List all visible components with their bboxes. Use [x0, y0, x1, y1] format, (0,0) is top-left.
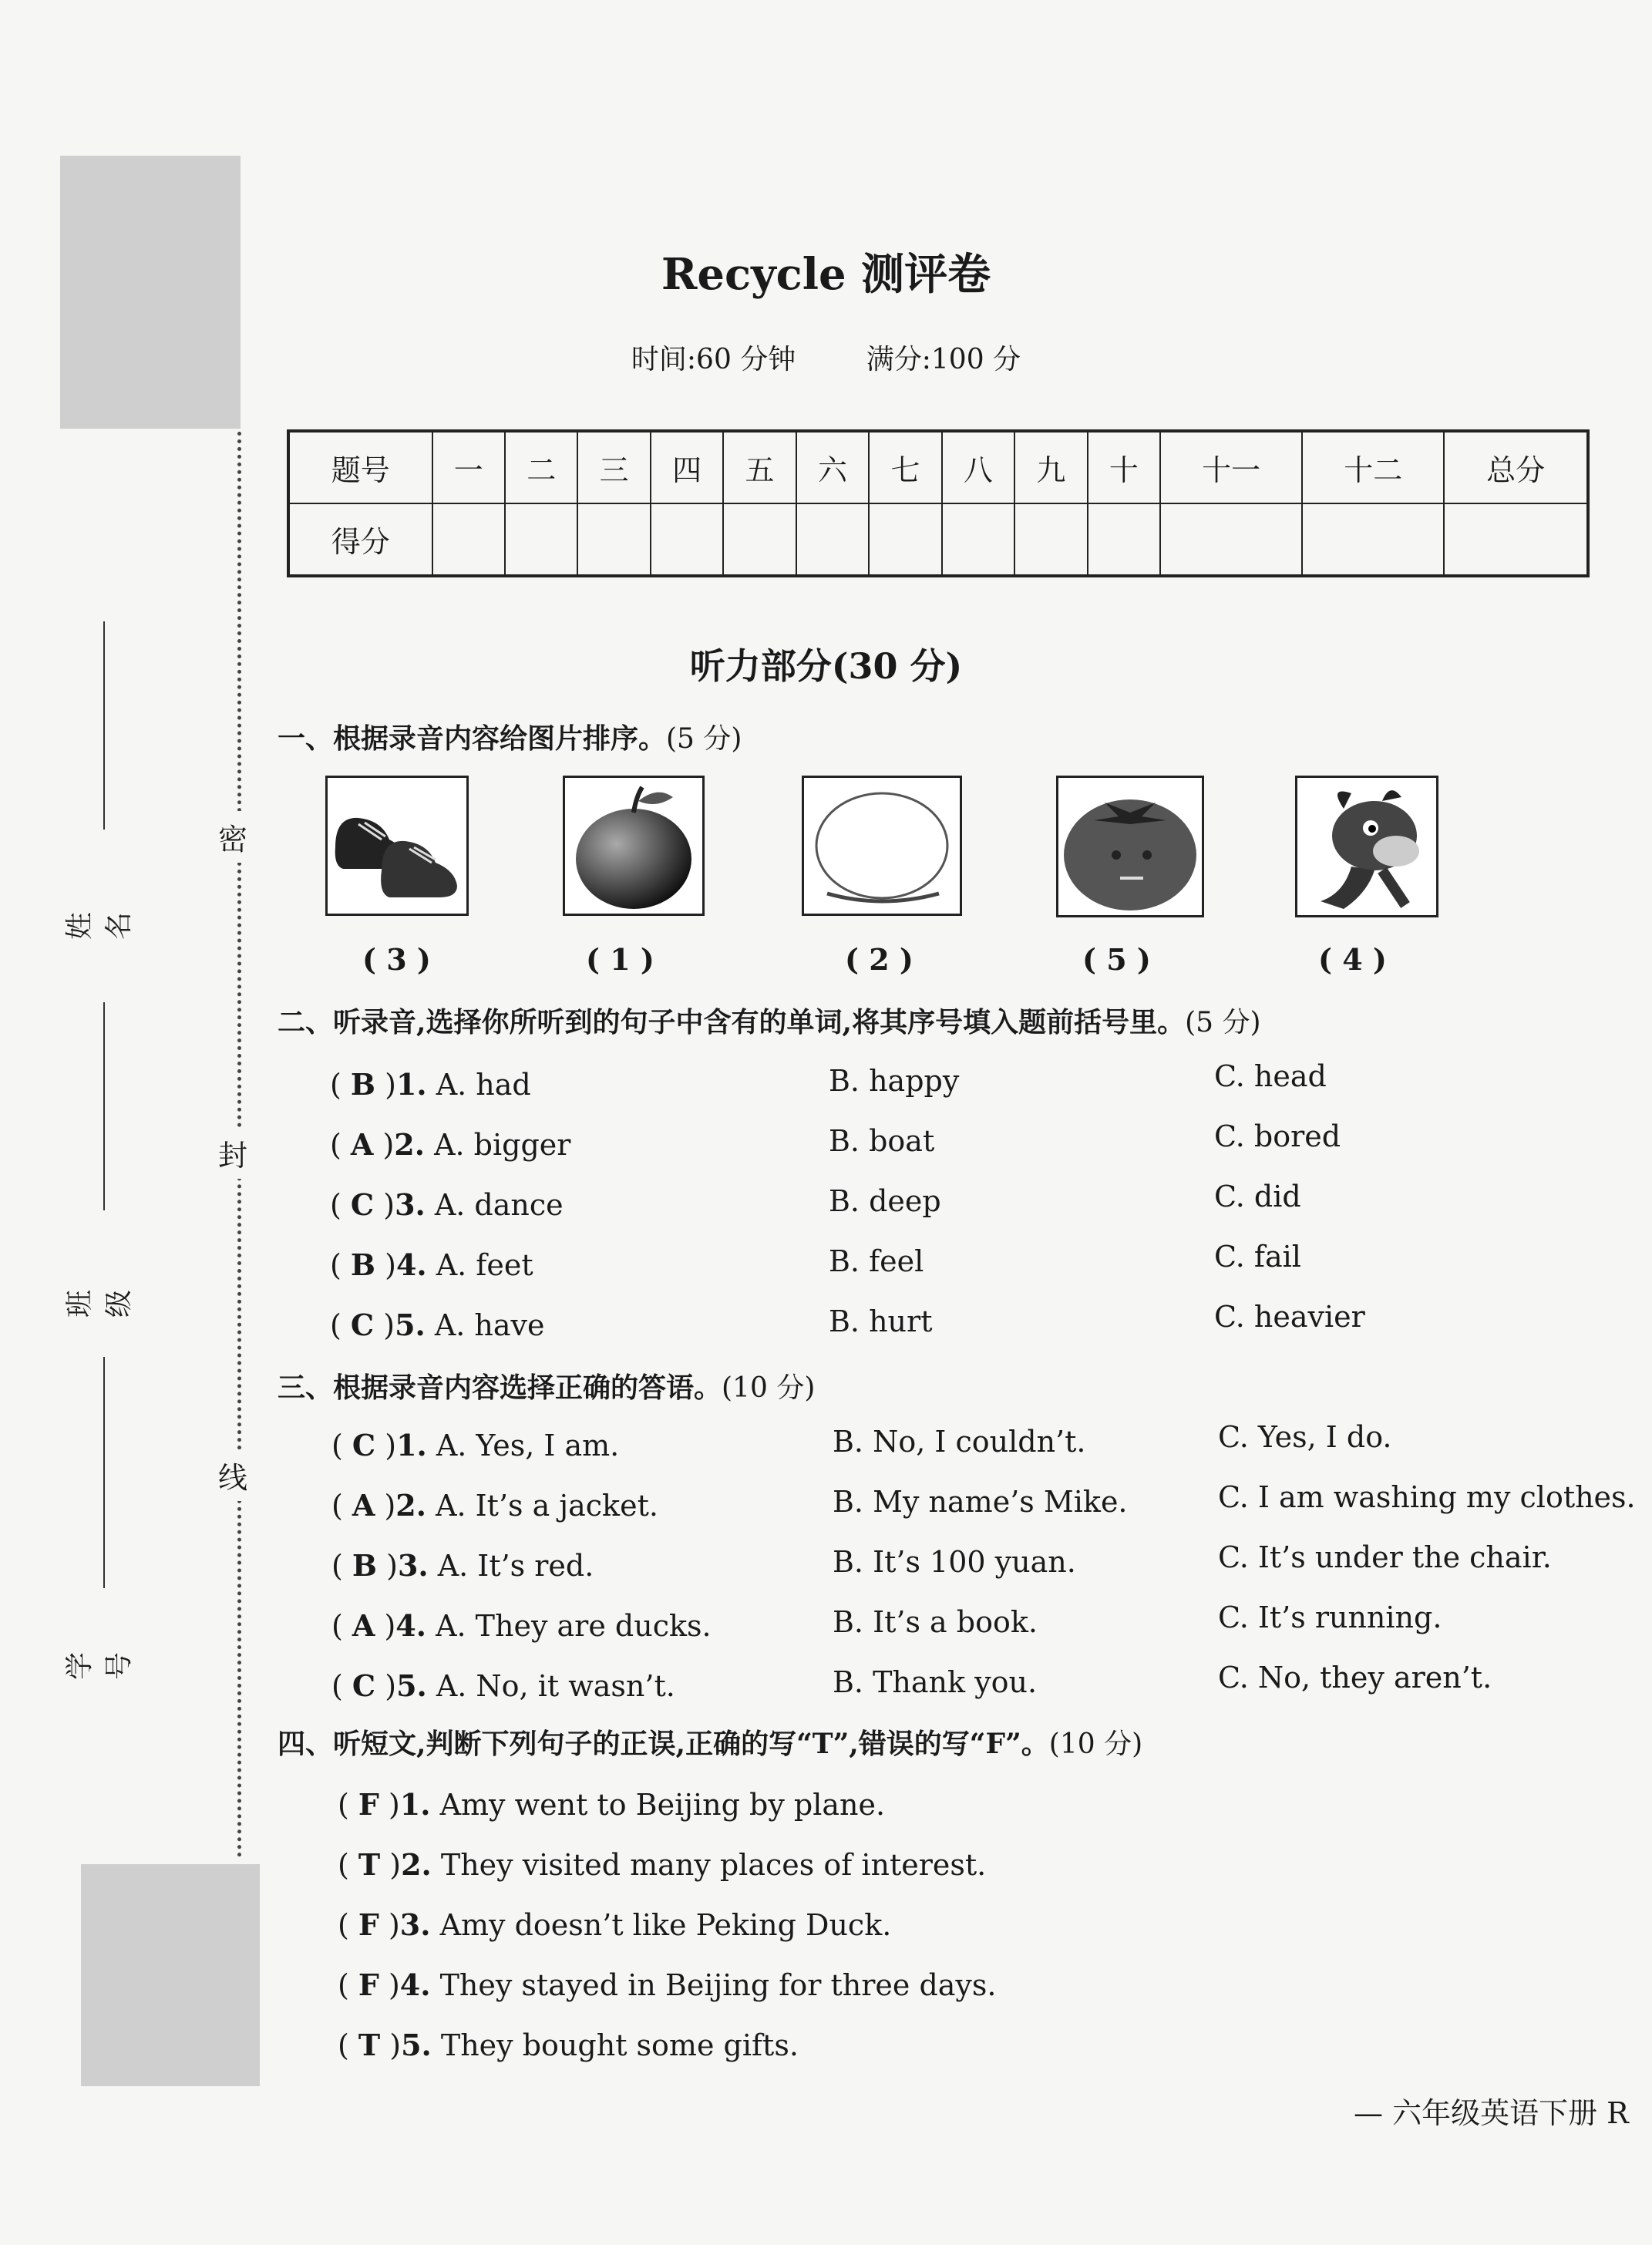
score-col: 三 — [577, 431, 650, 503]
q1-heading-text: 一、根据录音内容给图片排序。 — [278, 722, 667, 755]
q2-points: (5 分) — [1185, 1007, 1261, 1038]
q1-answer-5: ( 4 ) — [1318, 942, 1387, 977]
q2-item-2-b: B. boat — [829, 1124, 935, 1158]
score-col: 十一 — [1160, 431, 1302, 503]
q3-heading — [278, 1366, 815, 1405]
apple-icon — [563, 776, 705, 916]
q3-item-1: ( C )1. A. Yes, I am. — [331, 1428, 620, 1462]
q3-item-4: ( A )4. A. They are ducks. — [331, 1608, 712, 1643]
score-col: 九 — [1014, 431, 1087, 503]
q1-answer-3: ( 2 ) — [845, 942, 913, 977]
class-label: 班级 — [64, 1290, 135, 1318]
q3-item-4-b: B. It’s a book. — [833, 1605, 1038, 1639]
page-title: Recycle 测评卷 — [661, 249, 991, 300]
score-cell[interactable] — [577, 503, 650, 576]
time-info: 时间:60 分钟 — [631, 344, 796, 375]
tomato-icon — [1056, 776, 1204, 917]
q4-item-3: ( F )3. Amy doesn’t like Peking Duck. — [338, 1907, 892, 1942]
q4-item-5: ( T )5. They bought some gifts. — [338, 2028, 799, 2062]
q2-item-5: ( C )5. A. have — [330, 1308, 545, 1342]
score-col: 十 — [1088, 431, 1160, 503]
score-cell[interactable] — [1302, 503, 1444, 576]
score-cell[interactable] — [796, 503, 869, 576]
q1-answer-1: ( 3 ) — [362, 942, 431, 977]
q2-item-2: ( A )2. A. bigger — [330, 1127, 571, 1162]
score-cell[interactable] — [1160, 503, 1302, 576]
score-col: 七 — [869, 431, 941, 503]
q2-heading-text: 二、听录音,选择你所听到的句子中含有的单词,将其序号填入题前括号里。 — [278, 1006, 1186, 1038]
q3-item-2: ( A )2. A. It’s a jacket. — [331, 1488, 658, 1523]
shoes-icon — [325, 776, 469, 916]
q2-item-3: ( C )3. A. dance — [330, 1187, 564, 1222]
q3-item-2-b: B. My name’s Mike. — [833, 1485, 1128, 1519]
q2-item-1-b: B. happy — [829, 1064, 960, 1098]
score-col: 八 — [942, 431, 1014, 503]
q2-item-1-c: C. head — [1214, 1059, 1327, 1093]
q4-item-4: ( F )4. They stayed in Beijing for three days. — [338, 1967, 997, 2002]
score-col: 总分 — [1444, 431, 1588, 503]
q2-item-4: ( B )4. A. feet — [330, 1247, 533, 1282]
egg-icon — [802, 776, 962, 916]
score-cell[interactable] — [432, 503, 505, 576]
q2-item-2-c: C. bored — [1214, 1119, 1341, 1153]
q1-heading — [278, 717, 742, 756]
seal-char-mi: 密 — [218, 811, 247, 863]
listening-section-heading: 听力部分(30 分) — [689, 645, 963, 687]
q3-item-3: ( B )3. A. It’s red. — [331, 1548, 594, 1583]
q3-heading-text: 三、根据录音内容选择正确的答语。 — [278, 1372, 722, 1404]
q2-item-4-b: B. feel — [829, 1244, 924, 1278]
q4-item-2: ( T )2. They visited many places of interest. — [338, 1847, 987, 1882]
q3-points: (10 分) — [722, 1372, 816, 1404]
score-cell[interactable] — [1088, 503, 1160, 576]
q3-item-5-c: C. No, they aren’t. — [1218, 1661, 1492, 1695]
q3-item-2-c: C. I am washing my clothes. — [1218, 1480, 1636, 1514]
score-col: 一 — [432, 431, 505, 503]
score-col: 十二 — [1302, 431, 1444, 503]
q3-item-1-c: C. Yes, I do. — [1218, 1420, 1392, 1454]
score-table-row-label: 得分 — [288, 503, 432, 576]
q3-item-3-b: B. It’s 100 yuan. — [833, 1545, 1076, 1579]
name-label: 姓名 — [64, 912, 135, 941]
q1-points: (5 分) — [666, 723, 742, 755]
q4-heading — [278, 1722, 1142, 1762]
horse-icon — [1295, 776, 1438, 917]
q3-item-1-b: B. No, I couldn’t. — [833, 1425, 1086, 1459]
q4-points: (10 分) — [1048, 1728, 1143, 1760]
q2-item-1: ( B )1. A. had — [330, 1067, 531, 1102]
score-col: 六 — [796, 431, 869, 503]
q3-item-5: ( C )5. A. No, it wasn’t. — [331, 1668, 675, 1703]
score-table — [287, 429, 1590, 577]
full-score-info: 满分:100 分 — [866, 344, 1021, 375]
score-col: 五 — [723, 431, 796, 503]
id-line — [103, 1357, 105, 1588]
q1-answer-2: ( 1 ) — [586, 942, 654, 977]
score-cell[interactable] — [1014, 503, 1087, 576]
score-cell[interactable] — [505, 503, 577, 576]
gray-block-bottom — [81, 1864, 260, 2086]
page-footer: — 六年级英语下册 R — [1354, 2096, 1629, 2130]
q3-item-4-c: C. It’s running. — [1218, 1600, 1442, 1634]
q2-item-3-c: C. did — [1214, 1180, 1301, 1213]
score-cell[interactable] — [869, 503, 941, 576]
q2-item-3-b: B. deep — [829, 1184, 941, 1218]
score-col: 二 — [505, 431, 577, 503]
exam-info — [0, 338, 1652, 377]
student-id-label: 学号 — [64, 1652, 135, 1681]
score-col: 四 — [651, 431, 723, 503]
score-cell[interactable] — [1444, 503, 1588, 576]
seal-char-xian: 线 — [218, 1449, 247, 1501]
q4-item-1: ( F )1. Amy went to Beijing by plane. — [338, 1787, 886, 1822]
score-cell[interactable] — [651, 503, 723, 576]
q2-item-4-c: C. fail — [1214, 1240, 1301, 1274]
score-table-row-label: 题号 — [288, 431, 432, 503]
q4-heading-text: 四、听短文,判断下列句子的正误,正确的写“T”,错误的写“F”。 — [278, 1728, 1049, 1760]
score-cell[interactable] — [723, 503, 796, 576]
q3-item-3-c: C. It’s under the chair. — [1218, 1540, 1552, 1574]
q3-item-5-b: B. Thank you. — [833, 1665, 1038, 1699]
q1-answer-4: ( 5 ) — [1082, 942, 1151, 977]
class-line — [103, 1002, 105, 1210]
score-cell[interactable] — [942, 503, 1014, 576]
q2-heading — [278, 1001, 1261, 1040]
q2-item-5-b: B. hurt — [829, 1304, 933, 1338]
seal-char-feng: 封 — [218, 1127, 247, 1179]
q2-item-5-c: C. heavier — [1214, 1300, 1365, 1334]
